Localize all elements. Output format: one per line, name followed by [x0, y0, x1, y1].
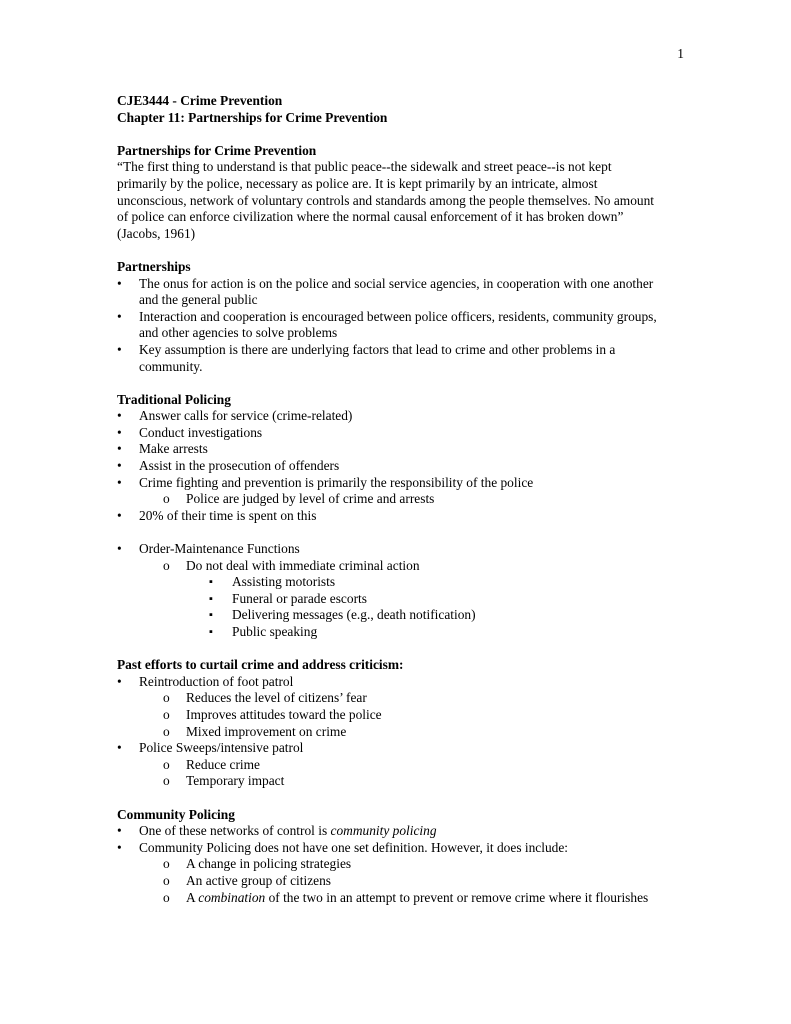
list-item [117, 823, 662, 840]
sub-list [163, 491, 662, 508]
section-heading-partnerships: Partnerships [117, 258, 191, 274]
emphasis-text: combination [198, 889, 266, 905]
traditional-policing-list [117, 408, 662, 524]
section-heading-traditional-policing: Traditional Policing [117, 391, 231, 407]
sub-list-item [163, 890, 662, 907]
sub-list-item: o Reduce crime [163, 757, 662, 774]
list-item: • Assist in the prosecution of offenders [117, 458, 662, 475]
sub-list-item: o Improves attitudes toward the police [163, 707, 662, 724]
sub-list-item: o Reduces the level of citizens’ fear [163, 690, 662, 707]
sub-list [163, 690, 662, 740]
emphasis-text: community policing [330, 823, 437, 839]
sub-list-item: o An active group of citizens [163, 873, 662, 890]
list-item: • Interaction and cooperation is encouraged between police officers, residents, community groups, and other agencies to solve problems [117, 309, 662, 342]
course-title: CJE3444 - Crime Prevention [117, 93, 283, 108]
community-policing-list [117, 823, 662, 906]
section-heading-community-policing: Community Policing [117, 806, 235, 822]
sub-sub-list [209, 574, 662, 640]
list-item-text: One of these networks of control is [139, 823, 331, 839]
list-item: • Key assumption is there are underlying factors that lead to crime and other problems in a community. [117, 342, 662, 375]
list-item-text: • Crime fighting and prevention is primarily the responsibility of the police [139, 474, 534, 490]
sub-sub-list-item: ▪ Public speaking [209, 624, 662, 641]
list-item [117, 840, 662, 906]
sub-list-item: o Mixed improvement on crime [163, 724, 662, 741]
sub-sub-list-item: ▪ Assisting motorists [209, 574, 662, 591]
sub-sub-list-item: ▪ Funeral or parade escorts [209, 591, 662, 608]
sub-list-item: o Temporary impact [163, 773, 662, 790]
list-item: • Answer calls for service (crime-related) [117, 408, 662, 425]
past-efforts-list [117, 674, 662, 790]
sub-list-item: o A change in policing strategies [163, 856, 662, 873]
sub-sub-list-item: ▪ Delivering messages (e.g., death notification) [209, 607, 662, 624]
document-body [117, 93, 662, 906]
list-item: • 20% of their time is spent on this [117, 508, 662, 525]
jacobs-quote: “The first thing to understand is that public peace--the sidewalk and street peace--is not kept primarily by the police, necessary as police are. It is kept primarily by an intricate, almost unconscious, network of voluntary controls and standards among the people themselves. No amount of police can enforce civilization where the normal causal enforcement of it has broken down” (Jacobs, 1961) [117, 159, 654, 241]
chapter-title: Chapter 11: Partnerships for Crime Prevention [117, 109, 388, 125]
section-heading-partnerships-for-crime-prevention: Partnerships for Crime Prevention [117, 142, 317, 158]
list-item [117, 740, 662, 790]
list-item-text: • Police Sweeps/intensive patrol [139, 740, 304, 756]
list-item-text: • Reintroduction of foot patrol [139, 673, 294, 689]
list-item: • The onus for action is on the police and social service agencies, in cooperation with one another and the general public [117, 276, 662, 309]
sub-list-item: o Police are judged by level of crime and arrests [163, 491, 662, 508]
section-heading-past-efforts: Past efforts to curtail crime and address criticism: [117, 657, 404, 673]
sub-list-item-text: A [186, 889, 199, 905]
list-item: • Make arrests [117, 441, 662, 458]
list-item-text: • Community Policing does not have one set definition. However, it does include: [139, 839, 569, 855]
list-item-text: • Order-Maintenance Functions [139, 541, 300, 557]
list-item [117, 475, 662, 508]
list-item: • Conduct investigations [117, 425, 662, 442]
page-number: 1 [677, 46, 684, 61]
sub-list [163, 558, 662, 641]
sub-list-item [163, 558, 662, 641]
partnerships-list [117, 276, 662, 376]
sub-list [163, 757, 662, 790]
order-maintenance-list [117, 541, 662, 641]
sub-list-item-text: o Do not deal with immediate criminal action [186, 557, 420, 573]
sub-list-item-text: of the two in an attempt to prevent or remove crime where it flourishes [265, 889, 649, 905]
list-item [117, 541, 662, 641]
sub-list [163, 856, 662, 906]
list-item [117, 674, 662, 740]
